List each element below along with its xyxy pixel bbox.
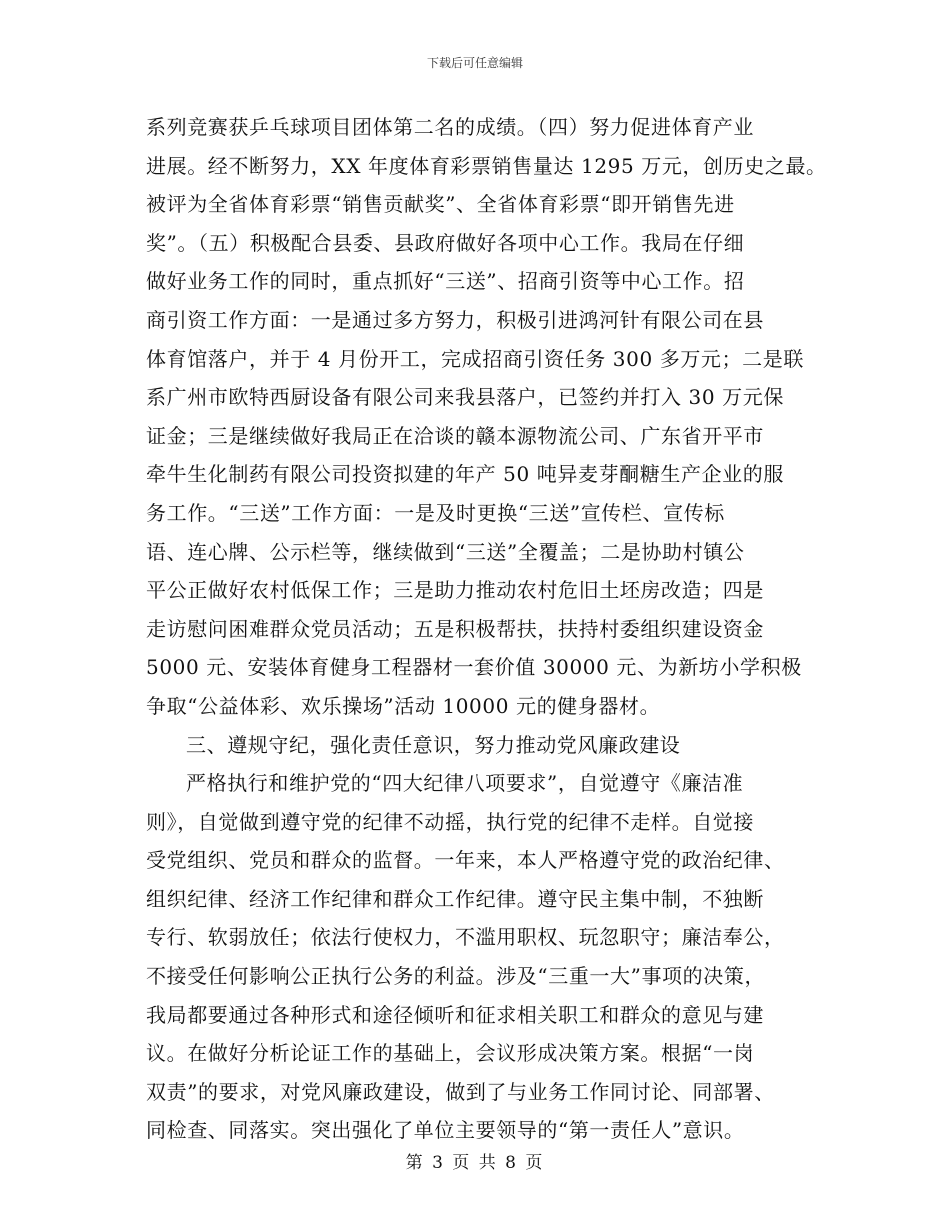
- body-line: 语、连心牌、公示栏等，继续做到“三送”全覆盖；二是协助村镇公: [146, 539, 745, 564]
- body-line: 系列竞赛获乒乓球项目团体第二名的成绩。（四）努力促进体育产业: [146, 115, 754, 139]
- body-line: 牵牛生化制药有限公司投资拟建的年产 50 吨异麦芽酮糖生产企业的服: [146, 462, 784, 487]
- body-line: 奖”。（五）积极配合县委、县政府做好各项中心工作。我局在仔细: [146, 230, 745, 255]
- paragraph-start: 严格执行和维护党的“四大纪律八项要求”，自觉遵守《廉洁准: [186, 771, 744, 796]
- body-line: 不接受任何影响公正执行公务的利益。涉及“三重一大”事项的决策，: [146, 964, 766, 989]
- body-line: 专行、软弱放任；依法行使权力，不滥用职权、玩忽职守；廉洁奉公，: [146, 925, 785, 950]
- page-number: 第 3 页 共 8 页: [405, 1153, 545, 1173]
- document-body: [146, 108, 846, 1150]
- body-line: 务工作。“三送”工作方面：一是及时更换“三送”宣传栏、宣传标: [146, 500, 725, 525]
- body-line: 系广州市欧特西厨设备有限公司来我县落户，已签约并打入 30 万元保: [146, 385, 784, 410]
- body-line: 则》，自觉做到遵守党的纪律不动摇，执行党的纪律不走样。自觉接: [146, 809, 754, 834]
- page-header: 下载后可任意编辑: [426, 56, 523, 70]
- body-line: 5000 元、安装体育健身工程器材一套价值 30000 元、为新坊小学积极: [146, 655, 802, 680]
- body-line: 受党组织、党员和群众的监督。一年来，本人严格遵守党的政治纪律、: [146, 848, 785, 873]
- body-line: 体育馆落户，并于 4 月份开工，完成招商引资任务 300 多万元；二是联: [146, 346, 804, 371]
- body-line: 进展。经不断努力，XX 年度体育彩票销售量达 1295 万元，创历史之最。: [146, 153, 827, 178]
- body-line: 被评为全省体育彩票“销售贡献奖”、全省体育彩票“即开销售先进: [146, 192, 735, 217]
- body-line: 商引资工作方面：一是通过多方努力，积极引进鸿河针有限公司在县: [146, 307, 764, 332]
- body-line: 我局都要通过各种形式和途径倾听和征求相关职工和群众的意见与建: [146, 1002, 764, 1027]
- section-heading: 三、遵规守纪，强化责任意识，努力推动党风廉政建设: [186, 732, 681, 757]
- body-line: 平公正做好农村低保工作；三是助力推动农村危旧土坯房改造；四是: [146, 578, 764, 603]
- body-line: 做好业务工作的同时，重点抓好“三送”、招商引资等中心工作。招: [146, 269, 745, 294]
- body-line: 组织纪律、经济工作纪律和群众工作纪律。遵守民主集中制，不独断: [146, 886, 764, 911]
- body-line: 同检查、同落实。突出强化了单位主要领导的“第一责任人”意识。: [146, 1118, 745, 1143]
- body-line: 走访慰问困难群众党员活动；五是积极帮扶，扶持村委组织建设资金: [146, 616, 764, 641]
- body-line: 双责”的要求，对党风廉政建设，做到了与业务工作同讨论、同部署、: [146, 1079, 775, 1104]
- body-line: 议。在做好分析论证工作的基础上，会议形成决策方案。根据“一岗: [146, 1041, 755, 1066]
- body-line: 争取“公益体彩、欢乐操场”活动 10000 元的健身器材。: [146, 693, 661, 718]
- body-line: 证金；三是继续做好我局正在洽谈的赣本源物流公司、广东省开平市: [146, 423, 764, 448]
